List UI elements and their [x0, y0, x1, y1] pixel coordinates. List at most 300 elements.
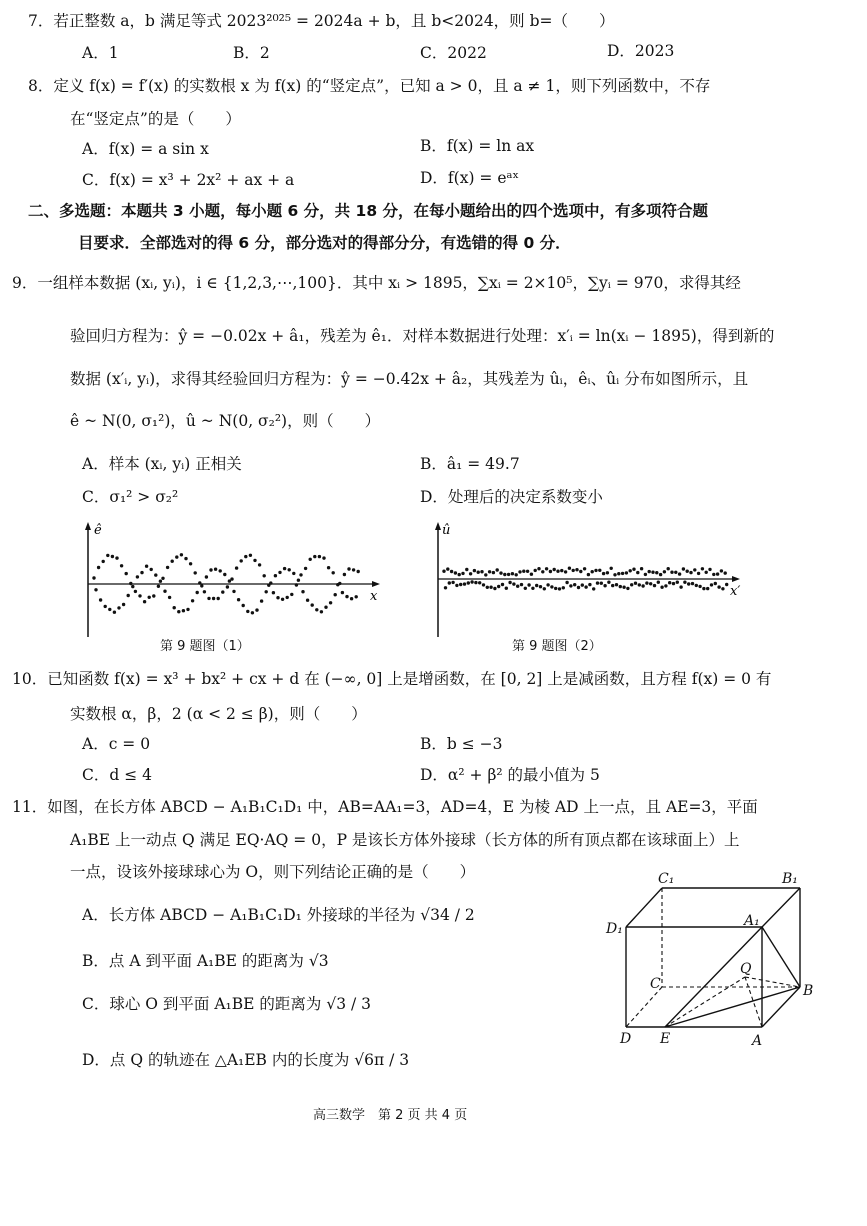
residual-point: [541, 570, 544, 573]
residual-point: [587, 573, 590, 576]
residual-point: [607, 581, 610, 584]
residual-point: [702, 587, 705, 590]
label-b1: B₁: [782, 871, 798, 887]
q7-option-c: C．2022: [420, 44, 487, 62]
residual-point: [526, 570, 529, 573]
residual-point: [313, 555, 316, 558]
residual-point: [459, 583, 462, 586]
residual-point: [503, 573, 506, 576]
residual-point: [534, 569, 537, 572]
residual-point: [352, 568, 355, 571]
residual-point: [145, 565, 148, 568]
residual-point: [558, 587, 561, 590]
residual-point: [687, 582, 690, 585]
residual-point: [648, 570, 651, 573]
residual-point: [667, 567, 670, 570]
residual-point: [184, 557, 187, 560]
residual-point: [530, 573, 533, 576]
residual-point: [659, 573, 662, 576]
residual-point: [99, 598, 102, 601]
residual-point: [194, 571, 197, 574]
residual-point: [269, 581, 272, 584]
residual-point: [246, 610, 249, 613]
residual-point: [467, 581, 470, 584]
residual-point: [625, 571, 628, 574]
residual-point: [697, 572, 700, 575]
residual-point: [189, 562, 192, 565]
residual-point: [469, 572, 472, 575]
residual-point: [214, 568, 217, 571]
residual-point: [678, 572, 681, 575]
residual-point: [613, 573, 616, 576]
q8-stem-line2: 在“竖定点”的是（ ）: [70, 110, 241, 128]
residual-point: [603, 584, 606, 587]
residual-point: [350, 597, 353, 600]
q9-fig1-caption: 第 9 题图（1）: [160, 639, 250, 654]
q8-option-c: C．f(x) = x³ + 2x² + ax + a: [82, 171, 295, 189]
label-d: D: [620, 1031, 632, 1047]
residual-point: [683, 581, 686, 584]
residual-point: [140, 571, 143, 574]
residual-point: [572, 569, 575, 572]
residual-point: [281, 598, 284, 601]
residual-point: [152, 594, 155, 597]
q9-line3: 数据 (x′ᵢ, yᵢ)，求得其经验回归方程为：ŷ = −0.42x + â₂，其残差为 ûᵢ，êᵢ、ûᵢ 分布如图所示，且: [70, 370, 749, 388]
q11-line2: A₁BE 上一动点 Q 满足 EQ·AQ = 0，P 是该长方体外接球（长方体的所有顶点都在该球面上）上: [70, 831, 740, 849]
residual-point: [621, 572, 624, 575]
residual-point: [138, 594, 141, 597]
residual-point: [341, 591, 344, 594]
residual-point: [698, 585, 701, 588]
q8-option-a: A．f(x) = a sin x: [82, 140, 209, 158]
residual-point: [515, 573, 518, 576]
residual-point: [516, 585, 519, 588]
residual-point: [154, 573, 157, 576]
residual-point: [465, 568, 468, 571]
residual-point: [657, 581, 660, 584]
residual-point: [191, 599, 194, 602]
residual-point: [714, 582, 717, 585]
q9-option-a: A．样本 (xᵢ, yᵢ) 正相关: [82, 455, 242, 473]
residual-point: [712, 573, 715, 576]
residual-point: [301, 590, 304, 593]
label-c: C: [650, 976, 661, 992]
fig1-y-label: ê: [94, 523, 102, 538]
q9-line4: ê ~ N(0, σ₁²)，û ~ N(0, σ₂²)，则（ ）: [70, 412, 381, 430]
residual-point: [134, 590, 137, 593]
residual-point: [157, 585, 160, 588]
residual-point: [663, 570, 666, 573]
residual-point: [463, 582, 466, 585]
residual-point: [581, 583, 584, 586]
q7-option-b: B．2: [233, 44, 270, 62]
residual-point: [636, 571, 639, 574]
residual-point: [546, 583, 549, 586]
residual-point: [175, 555, 178, 558]
residual-point: [486, 586, 489, 589]
residual-point: [92, 576, 95, 579]
q9-figure-2: [430, 522, 750, 642]
residual-point: [651, 571, 654, 574]
q11-line1: 11．如图，在长方体 ABCD − A₁B₁C₁D₁ 中，AB=AA₁=3，AD=4，E 为棱 AD 上一点，且 AE=3，平面: [12, 798, 758, 816]
residual-point: [226, 585, 229, 588]
residual-point: [556, 570, 559, 573]
q9-line2: 验回归方程为：ŷ = −0.02x + â₁，残差为 ê₁．对样本数据进行处理：x′ᵢ = ln(xᵢ − 1895)，得到新的: [70, 327, 775, 345]
residual-point: [290, 593, 293, 596]
residual-point: [180, 553, 183, 556]
residual-point: [492, 571, 495, 574]
q11-option-d: D．点 Q 的轨迹在 △A₁EB 内的长度为 √6π / 3: [82, 1051, 410, 1069]
residual-point: [442, 570, 445, 573]
residual-point: [676, 581, 679, 584]
residual-point: [493, 587, 496, 590]
residual-point: [320, 610, 323, 613]
residual-point: [230, 577, 233, 580]
residual-point: [619, 585, 622, 588]
residual-point: [668, 581, 671, 584]
residual-point: [550, 585, 553, 588]
residual-point: [527, 583, 530, 586]
residual-point: [610, 567, 613, 570]
residual-point: [477, 571, 480, 574]
residual-point: [278, 571, 281, 574]
q11-cuboid-figure: [600, 865, 830, 1055]
residual-point: [535, 584, 538, 587]
residual-point: [701, 567, 704, 570]
residual-point: [473, 569, 476, 572]
residual-point: [221, 590, 224, 593]
q7-option-d: D．2023: [607, 42, 675, 60]
residual-point: [705, 571, 708, 574]
residual-point: [600, 582, 603, 585]
residual-point: [634, 582, 637, 585]
residual-point: [122, 603, 125, 606]
q11-option-b: B．点 A 到平面 A₁BE 的距离为 √3: [82, 952, 329, 970]
residual-point: [94, 588, 97, 591]
residual-point: [297, 579, 300, 582]
residual-point: [249, 554, 252, 557]
fig1-x-label: x: [370, 589, 378, 604]
residual-point: [131, 585, 134, 588]
residual-point: [232, 590, 235, 593]
residual-point: [691, 582, 694, 585]
residual-point: [693, 568, 696, 571]
residual-point: [163, 590, 166, 593]
q10-option-d: D．α² + β² 的最小值为 5: [420, 766, 600, 784]
residual-point: [596, 581, 599, 584]
residual-point: [549, 570, 552, 573]
residual-point: [186, 608, 189, 611]
fig2-x-label: x′: [730, 584, 741, 599]
residual-point: [102, 560, 105, 563]
residual-point: [522, 570, 525, 573]
residual-point: [125, 572, 128, 575]
residual-point: [501, 583, 504, 586]
residual-point: [518, 570, 521, 573]
residual-point: [554, 587, 557, 590]
residual-point: [207, 597, 210, 600]
residual-point: [568, 567, 571, 570]
q11-option-a: A．长方体 ABCD − A₁B₁C₁D₁ 外接球的半径为 √34 / 2: [82, 906, 475, 924]
residual-point: [710, 583, 713, 586]
residual-point: [531, 587, 534, 590]
q9-option-c: C．σ₁² > σ₂²: [82, 488, 179, 506]
residual-point: [606, 571, 609, 574]
residual-point: [588, 583, 591, 586]
residual-point: [286, 596, 289, 599]
residual-point: [111, 555, 114, 558]
residual-point: [497, 585, 500, 588]
residual-point: [129, 582, 132, 585]
residual-point: [575, 568, 578, 571]
q9-line1: 9．一组样本数据 (xᵢ, yᵢ)，i ∈ {1,2,3,⋯,100}．其中 xᵢ > 1895，∑xᵢ = 2×10⁵，∑yᵢ = 970，求得其经: [12, 274, 741, 292]
residual-point: [480, 570, 483, 573]
residual-point: [171, 560, 174, 563]
residual-point: [182, 609, 185, 612]
residual-point: [679, 585, 682, 588]
residual-point: [461, 572, 464, 575]
residual-point: [512, 582, 515, 585]
residual-point: [104, 605, 107, 608]
q10-option-b: B．b ≤ −3: [420, 735, 503, 753]
residual-point: [209, 568, 212, 571]
residual-point: [108, 608, 111, 611]
residual-point: [720, 569, 723, 572]
q11-line3: 一点，设该外接球球心为 O，则下列结论正确的是（ ）: [70, 863, 476, 881]
residual-point: [315, 608, 318, 611]
residual-point: [444, 586, 447, 589]
residual-point: [682, 567, 685, 570]
q9-fig2-caption: 第 9 题图（2）: [512, 639, 602, 654]
residual-point: [343, 573, 346, 576]
residual-point: [725, 583, 728, 586]
residual-point: [143, 600, 146, 603]
residual-point: [499, 571, 502, 574]
residual-point: [327, 566, 330, 569]
residual-point: [450, 570, 453, 573]
residual-point: [615, 583, 618, 586]
q8-option-b: B．f(x) = ln ax: [420, 137, 535, 155]
residual-point: [148, 596, 151, 599]
residual-point: [237, 598, 240, 601]
residual-point: [97, 566, 100, 569]
residual-point: [223, 573, 226, 576]
residual-point: [244, 555, 247, 558]
q10-line1: 10．已知函数 f(x) = x³ + bx² + cx + d 在 (−∞, 0] 上是增函数，在 [0, 2] 上是减函数，且方程 f(x) = 0 有: [12, 670, 772, 688]
residual-point: [309, 558, 312, 561]
label-c1: C₁: [658, 871, 675, 887]
residual-point: [242, 604, 245, 607]
residual-point: [136, 575, 139, 578]
residual-point: [511, 572, 514, 575]
fig2-y-label: û: [442, 523, 451, 538]
residual-point: [577, 586, 580, 589]
residual-point: [478, 581, 481, 584]
residual-point: [622, 586, 625, 589]
residual-point: [565, 581, 568, 584]
residual-point: [173, 606, 176, 609]
residual-point: [240, 559, 243, 562]
label-a1: A₁: [744, 913, 760, 929]
residual-point: [338, 582, 341, 585]
residual-point: [553, 568, 556, 571]
residual-point: [632, 568, 635, 571]
residual-point: [306, 599, 309, 602]
residual-point: [345, 595, 348, 598]
label-a: A: [752, 1033, 763, 1049]
residual-point: [166, 566, 169, 569]
residual-point: [564, 570, 567, 573]
residual-point: [617, 572, 620, 575]
residual-point: [113, 611, 116, 614]
residual-point: [664, 584, 667, 587]
residual-point: [507, 573, 510, 576]
residual-point: [496, 568, 499, 571]
residual-point: [573, 583, 576, 586]
residual-point: [508, 581, 511, 584]
residual-point: [318, 555, 321, 558]
residual-point: [579, 570, 582, 573]
residual-point: [686, 570, 689, 573]
residual-point: [355, 595, 358, 598]
residual-point: [332, 571, 335, 574]
residual-point: [484, 573, 487, 576]
residual-point: [311, 603, 314, 606]
q10-option-a: A．c = 0: [82, 735, 151, 753]
label-e: E: [660, 1031, 671, 1047]
q7-option-a: A．1: [82, 44, 119, 62]
residual-point: [611, 584, 614, 587]
residual-point: [448, 581, 451, 584]
residual-point: [640, 567, 643, 570]
residual-point: [470, 580, 473, 583]
residual-point: [689, 571, 692, 574]
residual-point: [489, 586, 492, 589]
residual-point: [205, 575, 208, 578]
residual-point: [446, 567, 449, 570]
residual-point: [451, 581, 454, 584]
residual-point: [474, 581, 477, 584]
residual-point: [598, 569, 601, 572]
residual-point: [520, 583, 523, 586]
q8-option-d: D．f(x) = eᵃˣ: [420, 169, 520, 187]
residual-point: [660, 586, 663, 589]
residual-point: [638, 583, 641, 586]
residual-point: [177, 610, 180, 613]
q11-option-c: C．球心 O 到平面 A₁BE 的距离为 √3 / 3: [82, 995, 371, 1013]
q7-stem: 7．若正整数 a，b 满足等式 2023²⁰²⁵ = 2024a + b，且 b<2024，则 b=（ ）: [28, 12, 615, 30]
residual-point: [295, 583, 298, 586]
residual-point: [672, 582, 675, 585]
residual-point: [584, 585, 587, 588]
label-b: B: [803, 983, 814, 999]
residual-point: [235, 566, 238, 569]
residual-point: [117, 606, 120, 609]
residual-point: [263, 574, 266, 577]
residual-point: [505, 587, 508, 590]
residual-point: [458, 573, 461, 576]
residual-point: [594, 569, 597, 572]
residual-point: [276, 596, 279, 599]
q10-option-c: C．d ≤ 4: [82, 766, 152, 784]
residual-point: [251, 611, 254, 614]
residual-point: [198, 581, 201, 584]
residual-point: [288, 568, 291, 571]
residual-point: [537, 567, 540, 570]
residual-point: [539, 585, 542, 588]
residual-point: [724, 571, 727, 574]
residual-point: [115, 556, 118, 559]
residual-point: [649, 582, 652, 585]
residual-point: [200, 584, 203, 587]
residual-point: [334, 593, 337, 596]
residual-point: [670, 571, 673, 574]
residual-point: [717, 585, 720, 588]
residual-point: [543, 587, 546, 590]
residual-point: [347, 567, 350, 570]
residual-point: [217, 597, 220, 600]
residual-point: [304, 567, 307, 570]
residual-point: [641, 584, 644, 587]
residual-point: [168, 596, 171, 599]
residual-point: [159, 580, 162, 583]
residual-point: [524, 587, 527, 590]
residual-point: [255, 608, 258, 611]
residual-point: [583, 567, 586, 570]
residual-point: [644, 573, 647, 576]
residual-point: [592, 587, 595, 590]
residual-point: [562, 586, 565, 589]
residual-point: [253, 559, 256, 562]
residual-point: [716, 572, 719, 575]
label-d1: D₁: [606, 921, 623, 937]
residual-point: [602, 572, 605, 575]
residual-point: [219, 569, 222, 572]
residual-point: [482, 583, 485, 586]
residual-point: [258, 563, 261, 566]
residual-point: [653, 584, 656, 587]
residual-point: [626, 587, 629, 590]
residual-point: [569, 584, 572, 587]
residual-point: [455, 584, 458, 587]
residual-point: [150, 568, 153, 571]
residual-point: [630, 583, 633, 586]
residual-point: [454, 571, 457, 574]
q10-line2: 实数根 α，β，2 (α < 2 ≤ β)，则（ ）: [70, 705, 367, 723]
residual-point: [274, 574, 277, 577]
residual-point: [329, 601, 332, 604]
residual-point: [127, 594, 130, 597]
q9-figure-1: [80, 522, 390, 642]
residual-point: [272, 591, 275, 594]
residual-point: [203, 590, 206, 593]
residual-point: [299, 573, 302, 576]
residual-point: [120, 564, 123, 567]
residual-point: [212, 597, 215, 600]
residual-point: [708, 568, 711, 571]
residual-point: [265, 590, 268, 593]
residual-point: [560, 569, 563, 572]
residual-point: [591, 570, 594, 573]
residual-point: [106, 554, 109, 557]
residual-point: [292, 572, 295, 575]
page-footer: 高三数学 第 2 页 共 4 页: [313, 1108, 468, 1123]
residual-point: [629, 569, 632, 572]
residual-point: [655, 571, 658, 574]
residual-point: [283, 567, 286, 570]
residual-point: [357, 570, 360, 573]
residual-point: [721, 587, 724, 590]
